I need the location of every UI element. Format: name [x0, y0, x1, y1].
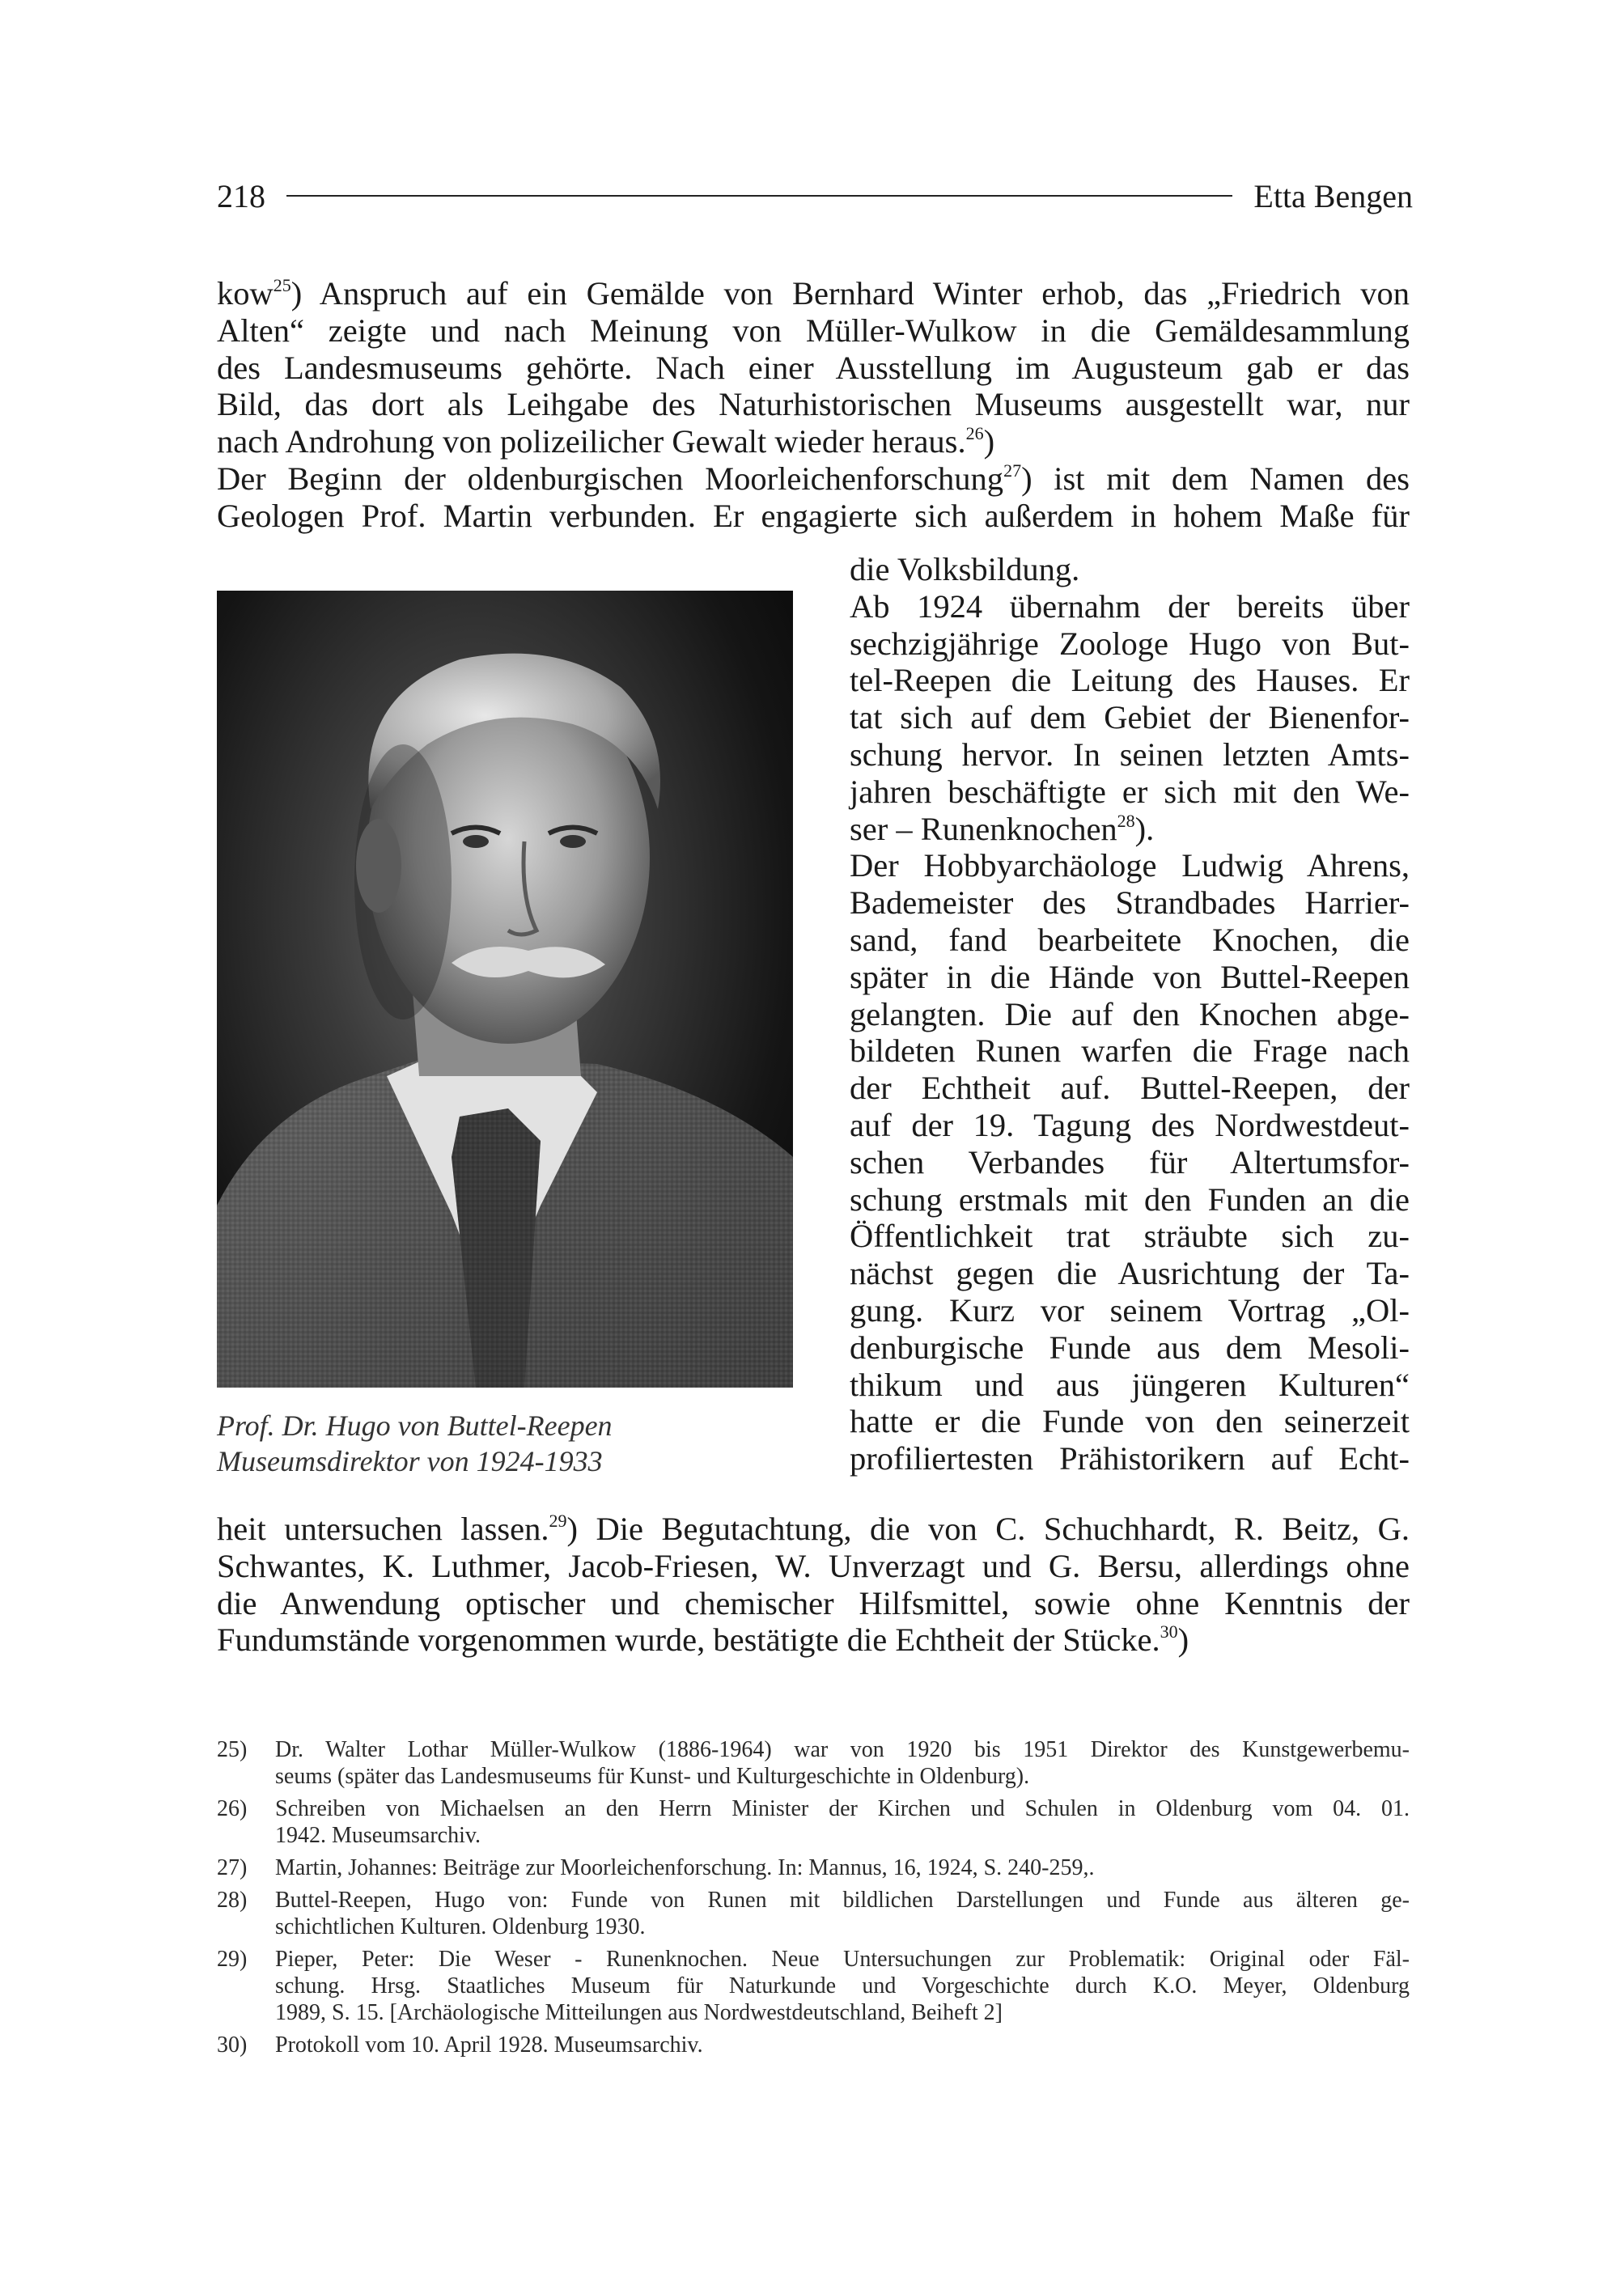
footnote-30 — [217, 2032, 1410, 2058]
footnote-28 — [217, 1887, 1410, 1940]
footnote-text: Buttel-Reepen, Hugo von: Funde von Runen mit bildlichen Darstellungen und Funde aus älteren ge- — [275, 1888, 1410, 1913]
footnote-text: Dr. Walter Lothar Müller-Wulkow (1886-1964) war von 1920 bis 1951 Direktor des Kunstgewerbemu- — [275, 1737, 1410, 1762]
text-line: sand, fand bearbeitete Knochen, die — [850, 921, 1410, 958]
text-line: auf der 19. Tagung des Nordwestdeut- — [850, 1106, 1410, 1143]
paragraph-top — [217, 275, 1410, 535]
text-line: Öffentlichkeit trat sträubte sich zu- — [850, 1218, 1410, 1255]
text-line: später in die Hände von Buttel-Reepen — [850, 958, 1410, 995]
footnote-ref-29[interactable]: 29 — [549, 1511, 567, 1531]
footnote-ref-25[interactable]: 25 — [273, 275, 291, 295]
footnote-number: 26) — [217, 1796, 248, 1821]
text-line: bildeten Runen warfen die Frage nach — [850, 1032, 1410, 1070]
footnote-ref-28[interactable]: 28 — [1117, 810, 1135, 831]
text-line: profiliertesten Prähistorikern auf Echt- — [850, 1440, 1410, 1477]
footnote-number: 27) — [217, 1855, 248, 1880]
text-line: tat sich auf dem Gebiet der Bienenfor- — [850, 699, 1410, 736]
caption-line: Prof. Dr. Hugo von Buttel-Reepen — [217, 1409, 613, 1442]
text-line: tel-Reepen die Leitung des Hauses. Er — [850, 662, 1410, 699]
footnote-text: Pieper, Peter: Die Weser - Runenknochen. Neue Untersuchungen zur Problematik: Original oder Fäl- — [275, 1947, 1410, 1972]
text-line: schung hervor. In seinen letzten Amts- — [850, 735, 1410, 773]
footnote-text: schung. Hrsg. Staatliches Museum für Naturkunde und Vorgeschichte durch K.O. Meyer, Oldenburg — [275, 1973, 1410, 1998]
running-header — [217, 172, 1413, 220]
footnote-text: seums (später das Landesmuseums für Kunst- und Kulturgeschichte in Oldenburg). — [275, 1764, 1030, 1789]
text-line: denburgische Funde aus dem Mesoli- — [850, 1329, 1410, 1366]
footnote-text: Schreiben von Michaelsen an den Herrn Minister der Kirchen und Schulen in Oldenburg vom 04. 01. — [275, 1796, 1410, 1821]
footnote-25 — [217, 1736, 1410, 1790]
text-line: gung. Kurz vor seinem Vortrag „Ol- — [850, 1291, 1410, 1329]
text-line: die Volksbildung. — [850, 551, 1080, 587]
text-line: Ab 1924 übernahm der bereits über — [850, 587, 1410, 625]
footnotes — [217, 1736, 1410, 2064]
text-line: die Anwendung optischer und chemischer Hilfsmittel, sowie ohne Kenntnis der — [217, 1584, 1410, 1621]
text-line: Fundumstände vorgenommen wurde, bestätigte die Echtheit der Stücke.$^{30}$) — [217, 1621, 1189, 1659]
text-line: nächst gegen die Ausrichtung der Ta- — [850, 1255, 1410, 1292]
text-line: schen Verbandes für Altertumsfor- — [850, 1143, 1410, 1180]
footnote-27 — [217, 1854, 1410, 1881]
footnote-ref-27[interactable]: 27 — [1003, 460, 1022, 481]
text-line: des Landesmuseums gehörte. Nach einer Ausstellung im Augusteum gab er das — [217, 349, 1410, 386]
footnote-ref-30[interactable]: 30 — [1160, 1621, 1178, 1642]
text-line: der Echtheit auf. Buttel-Reepen, der — [850, 1070, 1410, 1107]
text-line: kow$^{25}$) Anspruch auf ein Gemälde von Bernhard Winter erhob, das „Friedrich von — [217, 275, 1410, 312]
text-line: thikum und aus jüngeren Kulturen“ — [850, 1366, 1410, 1403]
text-line: Schwantes, K. Luthmer, Jacob-Friesen, W. Unverzagt und G. Bersu, allerdings ohne — [217, 1547, 1410, 1584]
text-line: Der Beginn der oldenburgischen Moorleichenforschung$^{27}$) ist mit dem Namen des — [217, 460, 1410, 497]
footnote-text: Martin, Johannes: Beiträge zur Moorleichenforschung. In: Mannus, 16, 1924, S. 240-259,. — [275, 1855, 1095, 1880]
footnote-number: 28) — [217, 1888, 248, 1913]
text-line: gelangten. Die auf den Knochen abge- — [850, 995, 1410, 1032]
text-line: Der Hobbyarchäologe Ludwig Ahrens, — [850, 847, 1410, 884]
text-line: Bild, das dort als Leihgabe des Naturhistorischen Museums ausgestellt war, nur — [217, 386, 1410, 423]
page-number: 218 — [217, 177, 265, 214]
header-rule — [286, 195, 1232, 197]
text-line: nach Androhung von polizeilicher Gewalt wieder heraus.$^{26}$) — [217, 423, 995, 460]
footnote-29 — [217, 1946, 1410, 2026]
text-line: sechzigjährige Zoologe Hugo von But- — [850, 625, 1410, 662]
paragraph-bottom — [217, 1511, 1410, 1659]
portrait-photo — [217, 591, 793, 1388]
footnote-text: 1989, S. 15. [Archäologische Mitteilungen aus Nordwestdeutschland, Beiheft 2] — [275, 2000, 1003, 2025]
text-line: heit untersuchen lassen.$^{29}$) Die Begutachtung, die von C. Schuchhardt, R. Beitz, G. — [217, 1511, 1410, 1547]
portrait-illustration — [217, 591, 793, 1388]
text-line: hatte er die Funde von den seinerzeit — [850, 1403, 1410, 1440]
text-line: ser – Runenknochen$^{28}$). — [850, 810, 1155, 847]
footnote-26 — [217, 1795, 1410, 1849]
footnote-text: 1942. Museumsarchiv. — [275, 1823, 481, 1848]
paragraph-side — [850, 551, 1410, 1477]
footnote-number: 25) — [217, 1737, 248, 1762]
text-line: Alten“ zeigte und nach Meinung von Müller-Wulkow in die Gemäldesammlung — [217, 312, 1410, 349]
text-line: Bademeister des Strandbades Harrier- — [850, 884, 1410, 922]
text-line: jahren beschäftigte er sich mit den We- — [850, 773, 1410, 810]
header-author: Etta Bengen — [1253, 177, 1413, 214]
caption-line: Museumsdirektor von 1924-1933 — [217, 1445, 603, 1477]
footnote-text: schichtlichen Kulturen. Oldenburg 1930. — [275, 1914, 646, 1939]
footnote-number: 30) — [217, 2032, 248, 2058]
photo-caption — [217, 1408, 613, 1479]
footnote-text: Protokoll vom 10. April 1928. Museumsarchiv. — [275, 2032, 703, 2058]
text-line: Geologen Prof. Martin verbunden. Er engagierte sich außerdem in hohem Maße für — [217, 497, 1410, 534]
text-line: schung erstmals mit den Funden an die — [850, 1180, 1410, 1218]
footnote-number: 29) — [217, 1947, 248, 1972]
footnote-ref-26[interactable]: 26 — [965, 423, 984, 444]
